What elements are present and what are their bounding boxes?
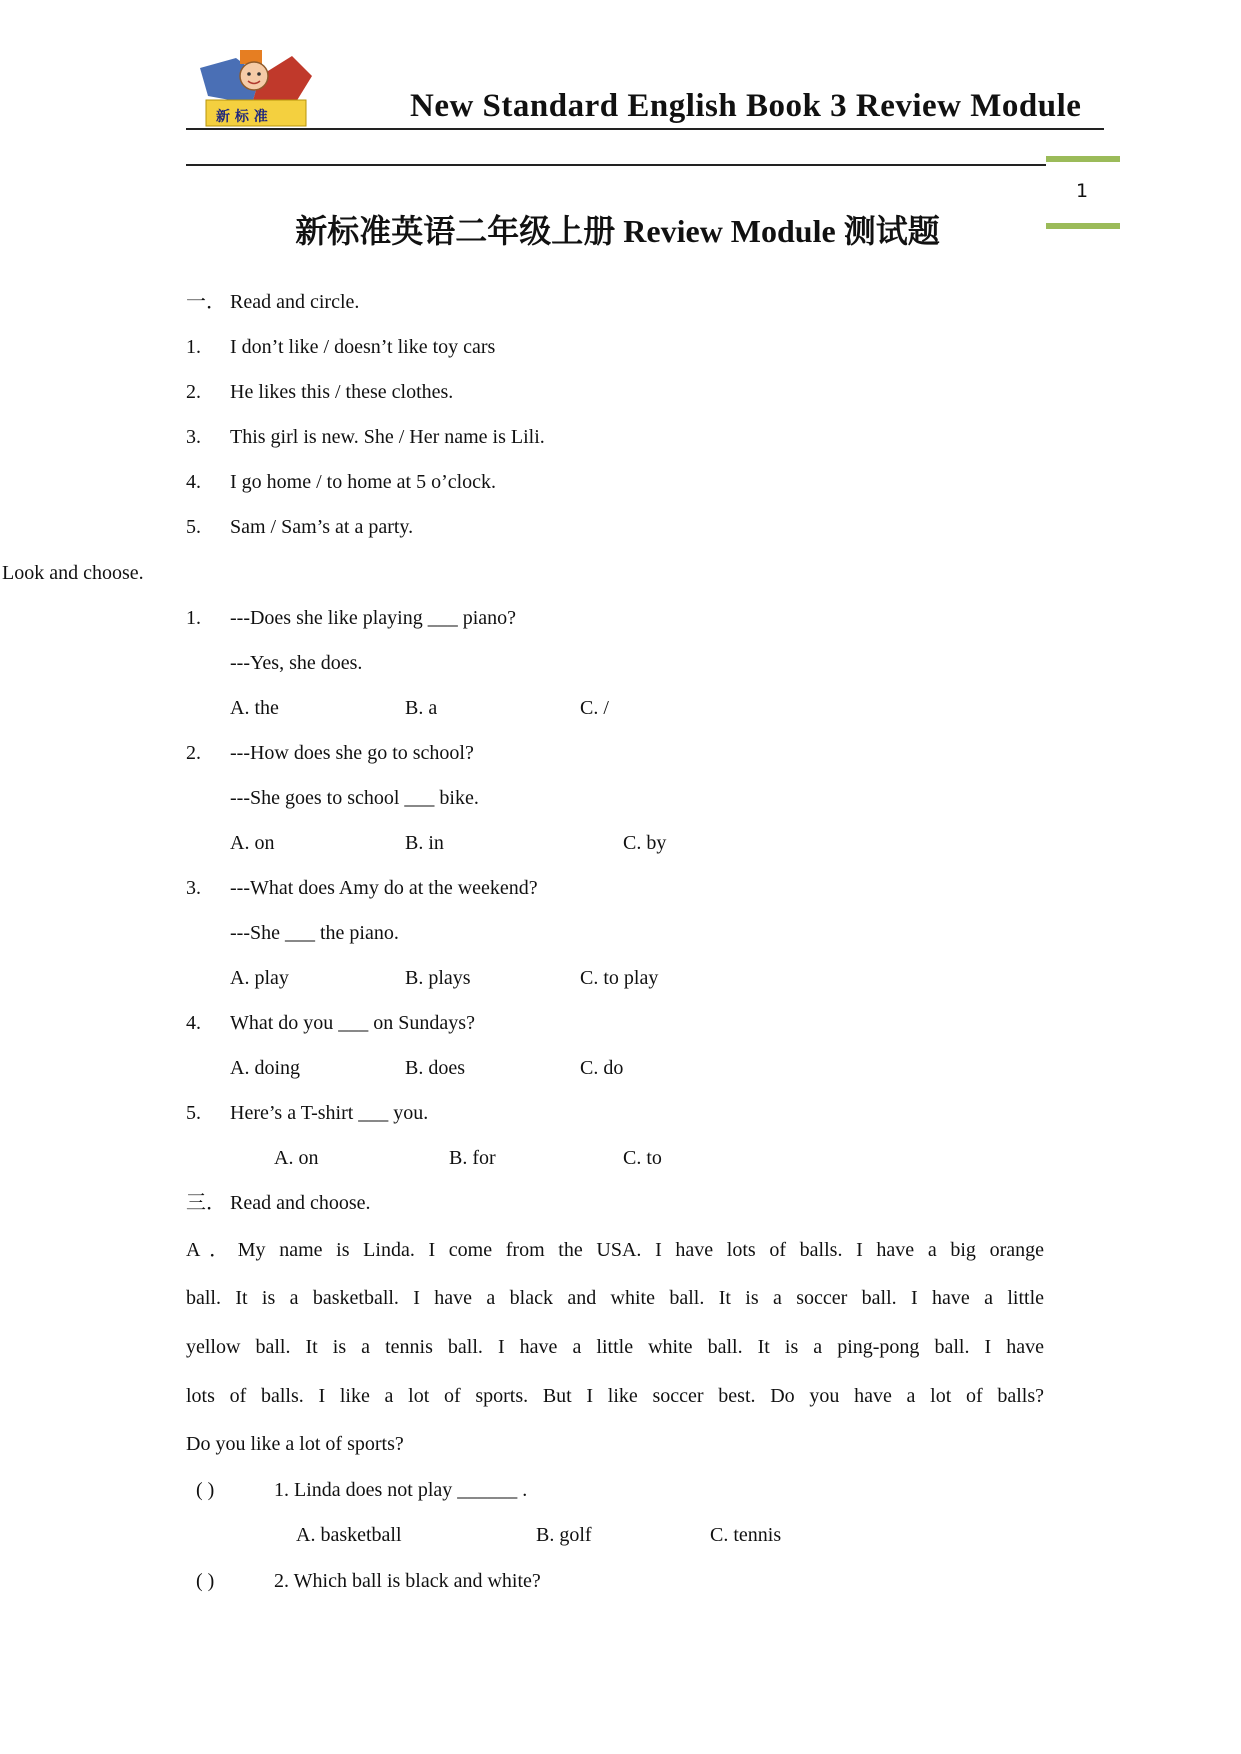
- option-b: B. in: [405, 832, 444, 854]
- header-title: New Standard English Book 3 Review Module: [410, 88, 1082, 124]
- option-b: B. a: [405, 697, 438, 719]
- page-number-bar-top: [1046, 156, 1120, 162]
- option-a: A. the: [230, 697, 279, 719]
- header-rule-secondary: [186, 164, 1046, 166]
- option-c: C. to play: [580, 967, 659, 989]
- option-c: C. do: [580, 1057, 624, 1079]
- option-c: C. tennis: [710, 1524, 782, 1546]
- passage-line: lots of balls. I like a lot of sports. But I like soccer best. Do you have a lot of balls?: [186, 1385, 1044, 1407]
- logo-text: 新 标 准: [216, 109, 268, 125]
- section-2-heading: Look and choose.: [2, 562, 144, 584]
- option-a: A. basketball: [296, 1524, 402, 1546]
- page-number: 1: [1076, 180, 1089, 202]
- passage-line: A．My name is Linda. I come from the USA. I have lots of balls. I have a big orange: [186, 1239, 1044, 1261]
- reading-question-2: 2. Which ball is black and white?: [274, 1570, 541, 1592]
- option-a: A. on: [230, 832, 275, 854]
- passage-line: ball. It is a basketball. I have a black and white ball. It is a soccer ball. I have a little: [186, 1287, 1044, 1309]
- option-c: C. /: [580, 697, 609, 719]
- option-b: B. for: [449, 1147, 496, 1169]
- document-title: 新标准英语二年级上册 Review Module 测试题: [295, 213, 940, 249]
- option-a: A. doing: [230, 1057, 300, 1079]
- option-b: B. golf: [536, 1524, 592, 1546]
- passage-line: yellow ball. It is a tennis ball. I have a little white ball. It is a ping-pong ball. I have: [186, 1336, 1044, 1358]
- answer-line: ---Yes, she does.: [230, 652, 363, 674]
- option-a: A. on: [274, 1147, 319, 1169]
- publisher-logo: [196, 46, 320, 128]
- reading-question-1: 1. Linda does not play ______ .: [274, 1479, 528, 1501]
- option-b: B. plays: [405, 967, 471, 989]
- option-a: A. play: [230, 967, 289, 989]
- header-rule: [186, 128, 1104, 130]
- option-c: C. to: [623, 1147, 662, 1169]
- answer-line: ---She goes to school ___ bike.: [230, 787, 479, 809]
- answer-line: ---She ___ the piano.: [230, 922, 399, 944]
- answer-bracket: ( ): [196, 1479, 215, 1501]
- option-b: B. does: [405, 1057, 465, 1079]
- passage-line: Do you like a lot of sports?: [186, 1433, 404, 1455]
- option-c: C. by: [623, 832, 667, 854]
- answer-bracket: ( ): [196, 1570, 215, 1592]
